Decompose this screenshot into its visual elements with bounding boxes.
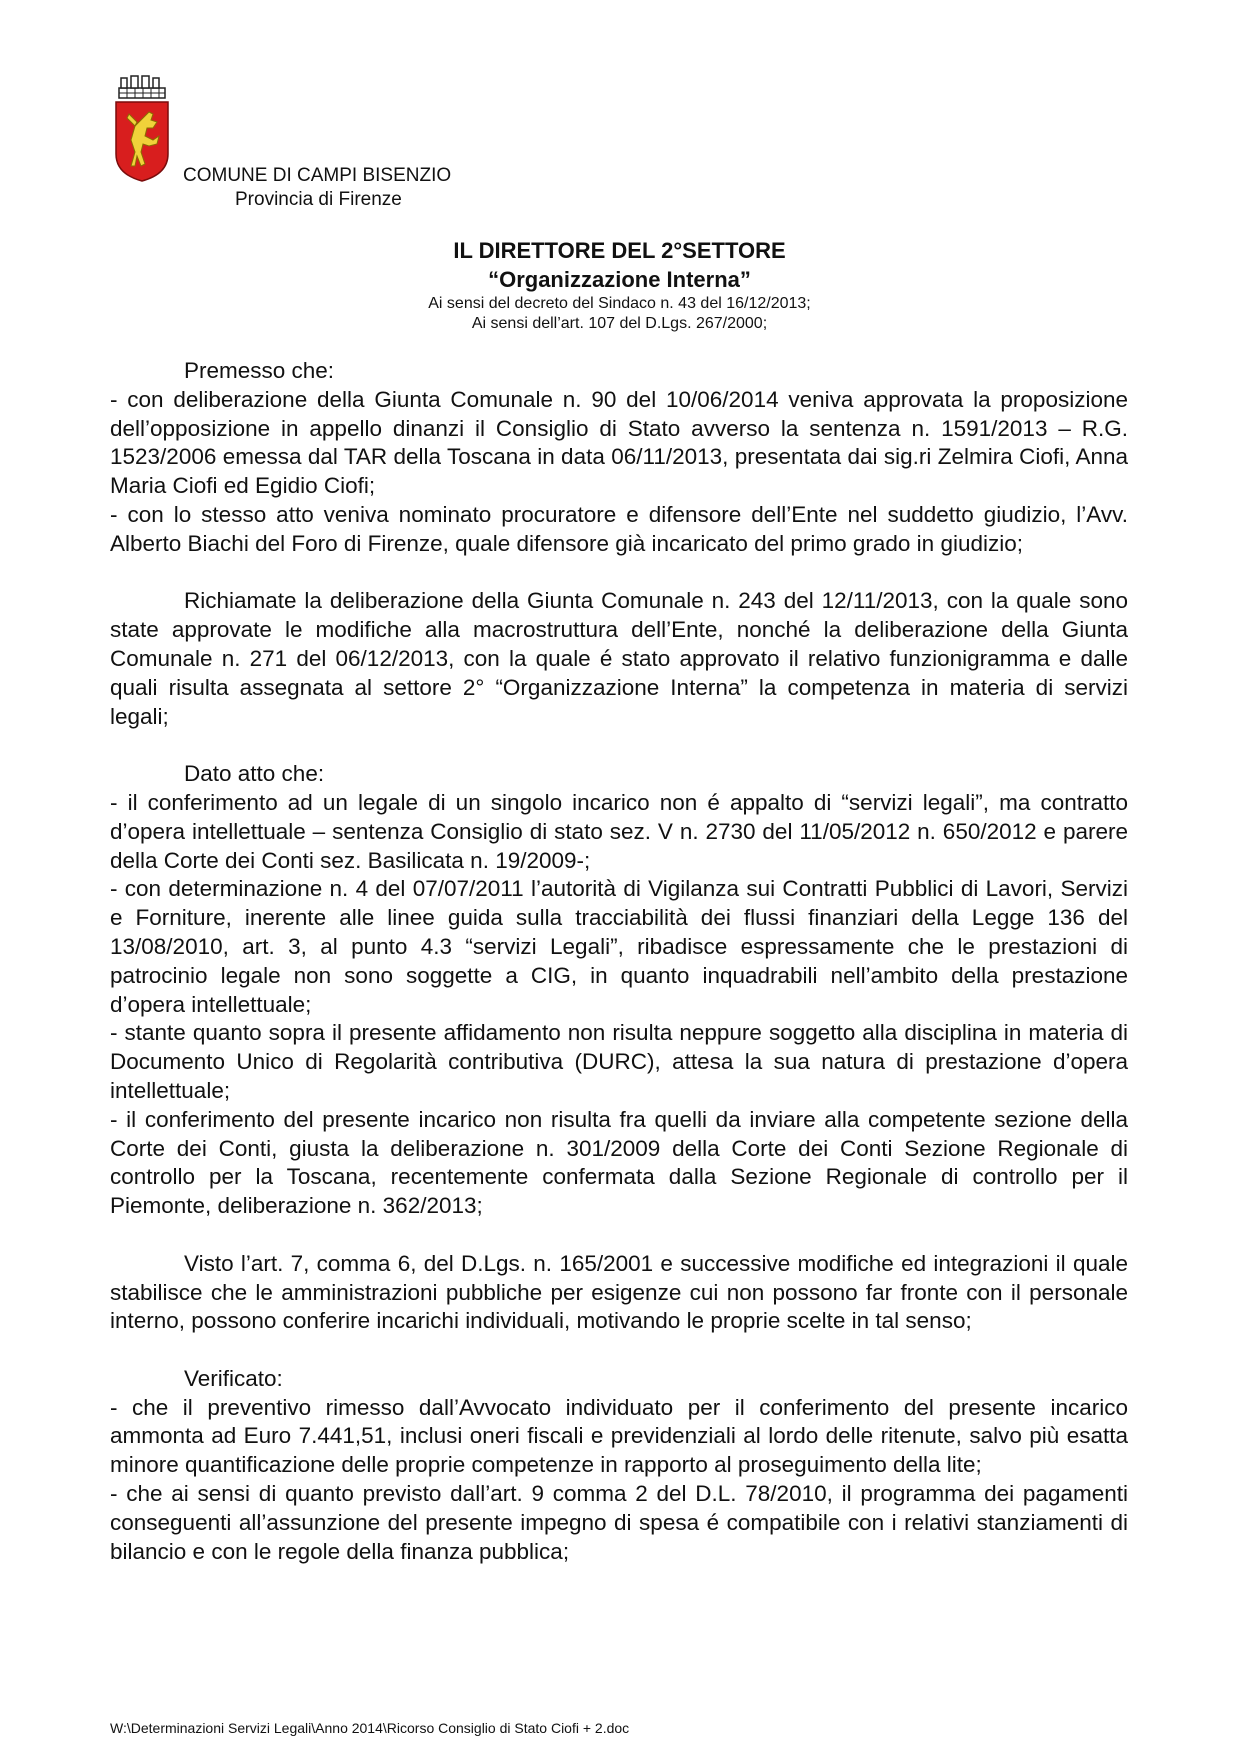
footer-file-path: W:\Determinazioni Servizi Legali\Anno 2014\Ricorso Consiglio di Stato Ciofi + 2.doc [110, 1720, 630, 1736]
section-heading-dato-atto: Dato atto che: [184, 761, 325, 787]
document-body [110, 357, 1128, 1566]
section-heading-premesso: Premesso che: [184, 358, 335, 383]
paragraph-dato-atto-4: - il conferimento del presente incarico non risulta fra quelli da inviare alla competente sezione della Corte dei Conti, giusta la deliberazione n. 301/2009 della Corte dei Conti Sezione Regionale di controllo per la Toscana, recentemente confermata dalla Sezione Regionale di controllo per il Piemonte, deliberazione n. 362/2013; [110, 1106, 1128, 1219]
paragraph-visto: Visto l’art. 7, comma 6, del D.Lgs. n. 165/2001 e successive modifiche ed integrazioni il quale stabilisce che le amministrazioni pubbliche per esigenze cui non possono far fronte con il personale interno, possono conferire incarichi individuali, motivando le proprie scelte in tal senso; [110, 1250, 1128, 1334]
comune-crest-icon [113, 74, 171, 182]
legal-reference-1: Ai sensi del decreto del Sindaco n. 43 del 16/12/2013; [428, 295, 811, 312]
paragraph-premesso-2: - con lo stesso atto veniva nominato procuratore e difensore dell’Ente nel suddetto giudizio, l’Avv. Alberto Biachi del Foro di Firenze, quale difensore già incaricato del primo grado in giudizio; [110, 501, 1128, 556]
document-title-block [0, 236, 1239, 334]
paragraph-dato-atto-2: - con determinazione n. 4 del 07/07/2011 l’autorità di Vigilanza sui Contratti Pubblici di Lavori, Servizi e Forniture, inerente alle linee guida sulla tracciabilità dei flussi finanziari della Legge 136 del 13/08/2010, art. 3, al punto 4.3 “servizi Legali”, ribadisce espressamente che le prestazioni di patrocinio legale non sono soggette a CIG, in quanto inquadrabili nell’ambito della prestazione d’opera intellettuale; [110, 876, 1128, 1017]
paragraph-premesso-1: - con deliberazione della Giunta Comunale n. 90 del 10/06/2014 veniva approvata la proposizione dell’opposizione in appello dinanzi il Consiglio di Stato avverso la sentenza n. 1591/2013 – R.G. 1523/2006 emessa dal TAR della Toscana in data 06/11/2013, presentata dai sig.ri Zelmira Ciofi, Anna Maria Ciofi ed Egidio Ciofi; [110, 386, 1128, 499]
paragraph-dato-atto-3: - stante quanto sopra il presente affidamento non risulta neppure soggetto alla disciplina in materia di Documento Unico di Regolarità contributiva (DURC), attesa la sua natura di prestazione d’opera intellettuale; [110, 1020, 1128, 1103]
legal-reference-2: Ai sensi dell’art. 107 del D.Lgs. 267/2000; [471, 315, 768, 332]
document-title: IL DIRETTORE DEL 2°SETTORE [453, 238, 786, 263]
paragraph-verificato-2: - che ai sensi di quanto previsto dall’art. 9 comma 2 del D.L. 78/2010, il programma dei pagamenti conseguenti all’assunzione del presente impegno di spesa é compatibile con i relativi stanziamenti di bilancio e con le regole della finanza pubblica; [110, 1481, 1128, 1564]
section-heading-verificato: Verificato: [184, 1365, 283, 1391]
org-province: Provincia di Firenze [235, 189, 402, 210]
org-name: COMUNE DI CAMPI BISENZIO [183, 165, 452, 186]
document-subtitle: “Organizzazione Interna” [488, 267, 751, 292]
organization-header [183, 164, 451, 212]
paragraph-richiamate: Richiamate la deliberazione della Giunta Comunale n. 243 del 12/11/2013, con la quale sono state approvate le modifiche alla macrostruttura dell’Ente, nonché la deliberazione della Giunta Comunale n. 271 del 06/12/2013, con la quale é stato approvato il relativo funzionigramma e dalle quali risulta assegnata al settore 2° “Organizzazione Interna” la competenza in materia di servizi legali; [110, 588, 1128, 729]
paragraph-verificato-1: - che il preventivo rimesso dall’Avvocato individuato per il conferimento del presente incarico ammonta ad Euro 7.441,51, inclusi oneri fiscali e previdenziali al lordo delle ritenute, salvo più esatta minore quantificazione delle proprie competenze in rapporto al proseguimento della lite; [110, 1394, 1128, 1478]
paragraph-dato-atto-1: - il conferimento ad un legale di un singolo incarico non é appalto di “servizi legali”, ma contratto d’opera intellettuale – sentenza Consiglio di stato sez. V n. 2730 del 11/05/2012 n. 650/2012 e parere della Corte dei Conti sez. Basilicata n. 19/2009-; [110, 789, 1128, 873]
